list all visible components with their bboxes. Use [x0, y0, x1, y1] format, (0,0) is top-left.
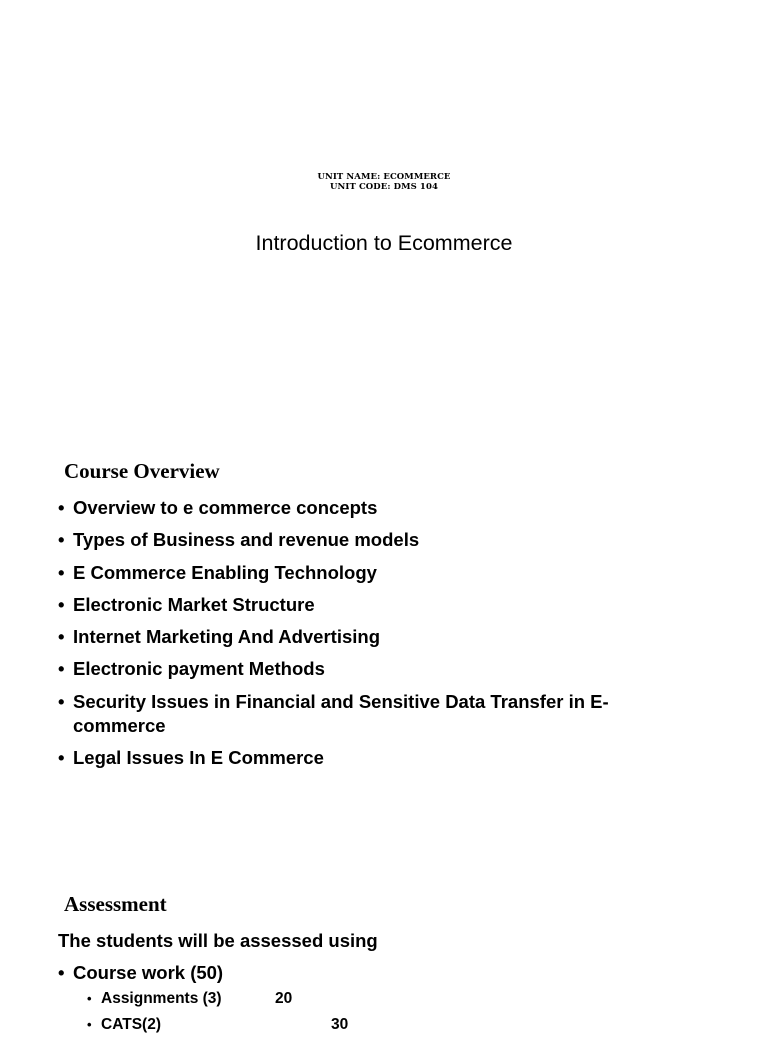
list-item: • E Commerce Enabling Technology — [58, 561, 377, 583]
sub-item-value: 20 — [275, 990, 293, 1007]
assessment-sub-list — [87, 988, 349, 1040]
course-overview-list — [58, 496, 653, 778]
sub-item-value: 30 — [331, 1016, 349, 1033]
bullet-icon: • — [58, 626, 65, 648]
list-item: • Electronic payment Methods — [58, 658, 325, 680]
bullet-icon: • — [58, 962, 65, 983]
unit-code: UNIT CODE: DMS 104 — [330, 182, 438, 192]
list-item: • Internet Marketing And Advertising — [58, 626, 380, 648]
bullet-icon: • — [58, 747, 65, 769]
list-item: • Security Issues in Financial and Sensitive Data Transfer in E-commerce — [58, 690, 609, 736]
list-item: • Legal Issues In E Commerce — [58, 747, 324, 769]
sub-item-label: Assignments (3) — [101, 990, 222, 1007]
unit-info — [0, 172, 768, 192]
slide-title: Introduction to Ecommerce — [255, 231, 513, 255]
list-item — [87, 1014, 349, 1036]
sub-item-label: CATS(2) — [101, 1016, 161, 1033]
bullet-icon: • — [58, 658, 65, 680]
assessment-intro: The students will be assessed using — [58, 930, 378, 951]
bullet-icon: • — [58, 561, 65, 583]
list-item: • Types of Business and revenue models — [58, 529, 420, 551]
unit-name: UNIT NAME: ECOMMERCE — [317, 172, 451, 182]
list-item: • Overview to e commerce concepts — [58, 497, 378, 518]
list-item: • Course work (50) — [58, 962, 224, 983]
course-overview-heading: Course Overview — [64, 459, 220, 483]
bullet-icon: • — [58, 593, 65, 615]
bullet-icon: • — [58, 497, 65, 518]
bullet-icon: • — [87, 991, 92, 1006]
bullet-icon: • — [87, 1017, 92, 1032]
assessment-heading: Assessment — [64, 892, 167, 916]
list-item — [87, 988, 293, 1010]
bullet-icon: • — [58, 690, 65, 712]
bullet-icon: • — [58, 529, 65, 551]
list-item: • Electronic Market Structure — [58, 593, 315, 615]
